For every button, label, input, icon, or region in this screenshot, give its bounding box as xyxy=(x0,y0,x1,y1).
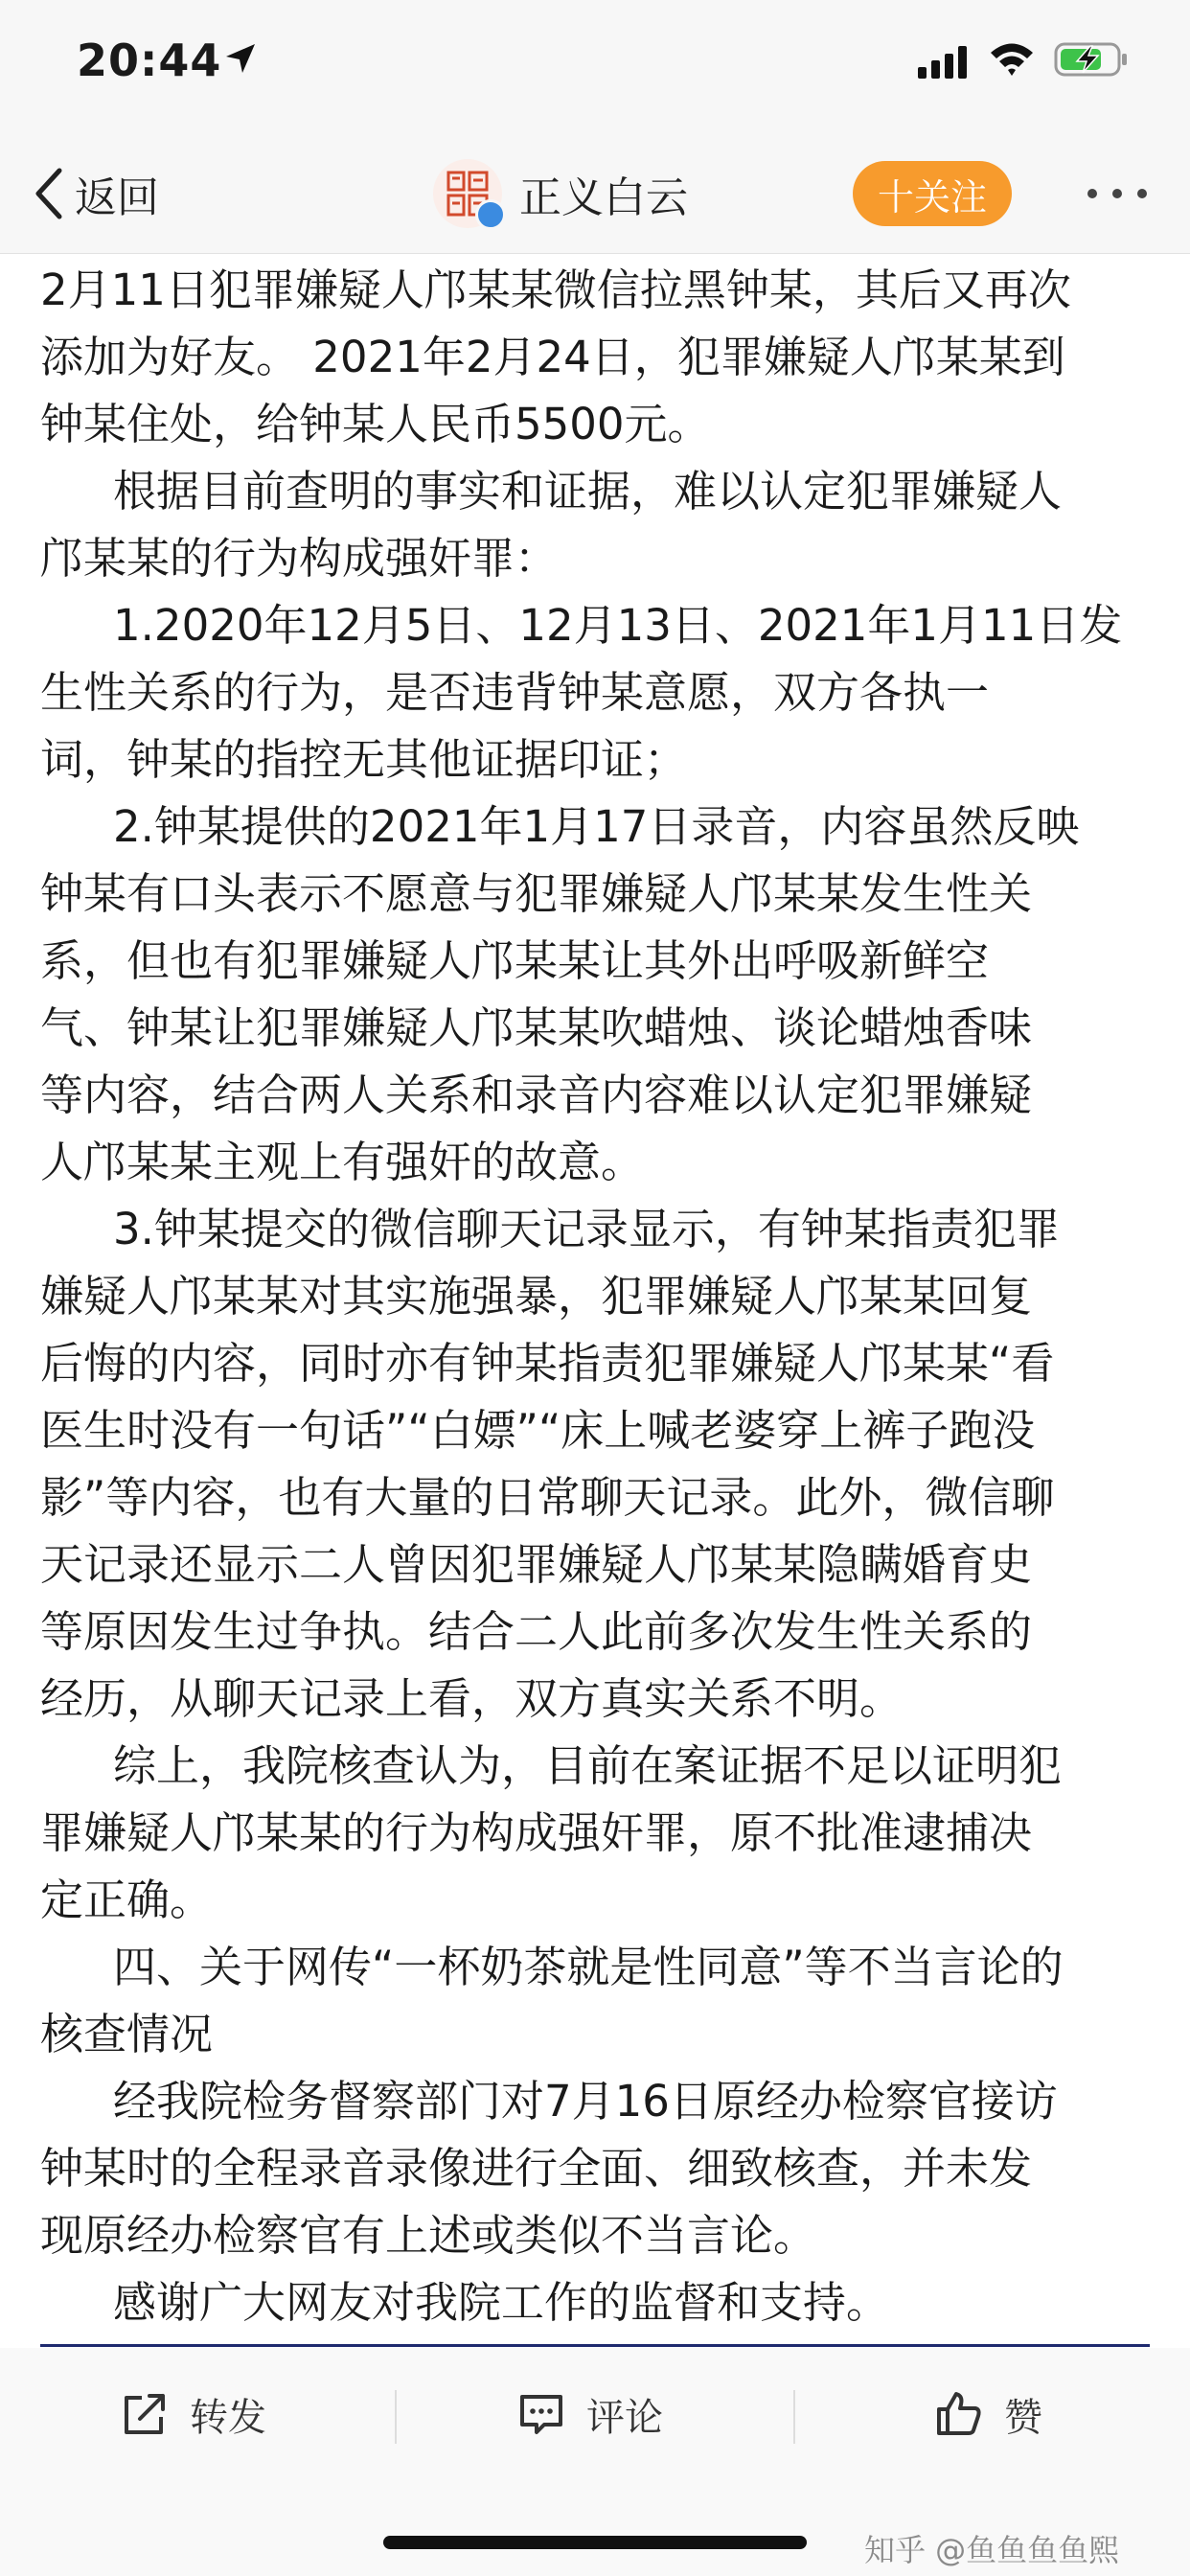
more-options-icon[interactable] xyxy=(1079,174,1156,213)
text-line: 影”等内容，也有大量的日常聊天记录。此外，微信聊 xyxy=(40,1472,1055,1523)
avatar[interactable] xyxy=(433,159,502,228)
verified-badge-icon xyxy=(475,199,506,230)
text-line: 经历，从聊天记录上看，双方真实关系不明。 xyxy=(40,1673,904,1724)
action-separator xyxy=(395,2390,397,2444)
text-line: 钟某有口头表示不愿意与犯罪嫌疑人邝某某发生性关 xyxy=(40,868,1033,919)
text-line: 综上，我院核查认为，目前在案证据不足以证明犯 xyxy=(113,1740,1063,1791)
text-line: 后悔的内容，同时亦有钟某指责犯罪嫌疑人邝某某“看 xyxy=(40,1338,1055,1389)
text-line: 系，但也有犯罪嫌疑人邝某某让其外出呼吸新鲜空 xyxy=(40,935,990,986)
wifi-icon xyxy=(989,40,1035,79)
repost-button[interactable] xyxy=(121,2382,266,2446)
text-line: 1.2020年12月5日、12月13日、2021年1月11日发 xyxy=(113,600,1123,651)
text-line: 四、关于网传“一杯奶茶就是性同意”等不当言论的 xyxy=(113,1942,1064,1992)
home-indicator[interactable] xyxy=(383,2536,807,2549)
paragraph xyxy=(40,458,1152,592)
chevron-left-icon xyxy=(33,165,65,222)
follow-button[interactable]: 十关注 xyxy=(853,161,1012,226)
repost-label: 转发 xyxy=(190,2395,266,2440)
watermark: 知乎 @鱼鱼鱼鱼熙 xyxy=(864,2532,1120,2568)
paragraph xyxy=(40,257,1152,458)
status-time: 20:44 xyxy=(77,34,222,86)
text-line: 医生时没有一句话”“白嫖”“床上喊老婆穿上裤子跑没 xyxy=(40,1405,1036,1456)
text-line: 等原因发生过争执。结合二人此前多次发生性关系的 xyxy=(40,1606,1033,1657)
text-line: 人邝某某主观上有强奸的故意。 xyxy=(40,1137,645,1187)
text-line: 现原经办检察官有上述或类似不当言论。 xyxy=(40,2210,817,2261)
text-line: 定正确。 xyxy=(40,1874,214,1925)
text-line: 罪嫌疑人邝某某的行为构成强奸罪，原不批准逮捕决 xyxy=(40,1807,1033,1858)
text-line: 生性关系的行为，是否违背钟某意愿，双方各执一 xyxy=(40,667,990,718)
text-line: 嫌疑人邝某某对其实施强暴，犯罪嫌疑人邝某某回复 xyxy=(40,1271,1033,1322)
thumbs-up-icon xyxy=(935,2390,983,2438)
nav-bar xyxy=(0,134,1190,254)
back-label: 返回 xyxy=(75,173,159,222)
text-line: 根据目前查明的事实和证据，难以认定犯罪嫌疑人 xyxy=(113,466,1063,517)
paragraph xyxy=(40,1733,1152,1934)
text-line: 核查情况 xyxy=(40,2009,214,2059)
paragraph xyxy=(40,1196,1152,1733)
comment-label: 评论 xyxy=(586,2395,663,2440)
comment-button[interactable] xyxy=(517,2382,663,2446)
text-line: 经我院检务督察部门对7月16日原经办检察官接访 xyxy=(113,2076,1058,2127)
paragraph xyxy=(40,794,1152,1196)
text-line: 钟某住处，给钟某人民币5500元。 xyxy=(40,399,711,449)
paragraph xyxy=(40,2269,1152,2336)
like-button[interactable] xyxy=(935,2382,1042,2446)
paragraph xyxy=(40,1934,1152,2068)
text-line: 感谢广大网友对我院工作的监督和支持。 xyxy=(113,2277,890,2328)
battery-charging-icon xyxy=(1054,40,1131,79)
text-line: 词，钟某的指控无其他证据印证； xyxy=(40,734,688,785)
text-line: 添加为好友。 2021年2月24日，犯罪嫌疑人邝某某到 xyxy=(40,332,1065,382)
comment-icon xyxy=(517,2390,565,2438)
account-header[interactable] xyxy=(433,157,688,230)
text-line: 3.钟某提交的微信聊天记录显示，有钟某指责犯罪 xyxy=(113,1204,1060,1254)
text-line: 等内容，结合两人关系和录音内容难以认定犯罪嫌疑 xyxy=(40,1070,1033,1120)
like-label: 赞 xyxy=(1004,2395,1042,2440)
text-line: 邝某某的行为构成强奸罪： xyxy=(40,533,559,584)
article-body xyxy=(40,257,1152,2336)
text-line: 气、钟某让犯罪嫌疑人邝某某吹蜡烛、谈论蜡烛香味 xyxy=(40,1002,1033,1053)
cellular-signal-icon xyxy=(918,46,970,79)
text-line: 钟某时的全程录音录像进行全面、细致核查，并未发 xyxy=(40,2143,1033,2194)
share-icon xyxy=(121,2390,169,2438)
status-bar xyxy=(0,0,1190,134)
account-name[interactable]: 正义白云 xyxy=(519,173,688,222)
paragraph xyxy=(40,592,1152,794)
back-button[interactable] xyxy=(33,159,159,228)
paragraph xyxy=(40,2068,1152,2269)
text-line: 天记录还显示二人曾因犯罪嫌疑人邝某某隐瞒婚育史 xyxy=(40,1539,1033,1590)
text-line: 2.钟某提供的2021年1月17日录音，内容虽然反映 xyxy=(113,801,1080,852)
text-line: 2月11日犯罪嫌疑人邝某某微信拉黑钟某，其后又再次 xyxy=(40,264,1071,315)
content-divider xyxy=(40,2344,1150,2347)
location-arrow-icon xyxy=(224,42,257,75)
action-separator xyxy=(793,2390,795,2444)
